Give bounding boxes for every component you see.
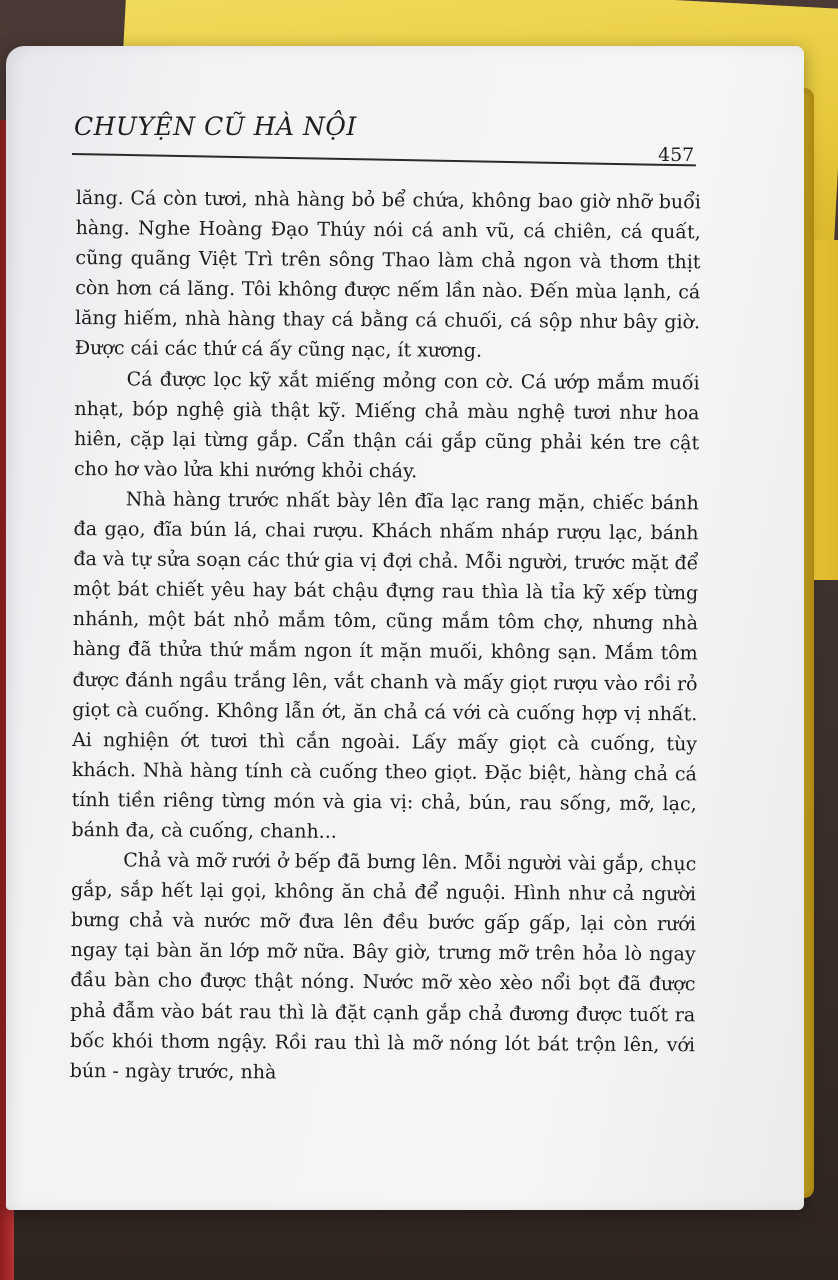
paragraph-4: Chả và mỡ rưới ở bếp đã bưng lên. Mỗi người vài gắp, chục gắp, sắp hết lại gọi, không ăn chả để nguội. Hình như cả người bưng chả và nước mỡ đưa lên đều bước gấp gấp, lại còn rưới ngay tại bàn ăn lớp mỡ nữa. Bây giờ, trưng mỡ trên hỏa lò ngay đầu bàn cho được thật nóng. Nước mỡ xèo xèo nổi bọt đã được phả đẫm vào bát rau thì là đặt cạnh gắp chả đương được tuốt ra bốc khói thơm ngậy. Rồi rau thì là mỡ nóng lót bát trộn lên, với bún - ngày trước, nhà bbox=[69, 849, 697, 1084]
header-rule bbox=[72, 153, 696, 166]
body-text bbox=[70, 183, 701, 1090]
running-title: CHUYỆN CŨ HÀ NỘI bbox=[74, 112, 357, 141]
book-page bbox=[6, 46, 804, 1210]
page-number: 457 bbox=[658, 144, 695, 166]
paragraph-2: Cá được lọc kỹ xắt miếng mỏng con cờ. Cá ướp mắm muối nhạt, bóp nghệ già thật kỹ. Miếng chả màu nghệ tươi như hoa hiên, cặp lại từng gắp. Cẩn thận cái gắp cũng phải kén tre cật cho hơ vào lửa khi nướng khỏi cháy. bbox=[73, 367, 700, 483]
paragraph-3: Nhà hàng trước nhất bày lên đĩa lạc rang mặn, chiếc bánh đa gạo, đĩa bún lá, chai rượu. Khách nhấm nháp rượu lạc, bánh đa và tự sửa soạn các thứ gia vị đợi chả. Mỗi người, trước mặt để một bát chiết yêu hay bát chậu đựng rau thìa là tỉa kỹ xếp từng nhánh, một bát nhỏ mắm tôm, cũng mắm tôm chợ, nhưng nhà hàng đã thửa thứ mắm ngon ít mặn muối, không sạn. Mắm tôm được đánh ngầu trắng lên, vắt chanh và mấy giọt rượu vào rồi rỏ giọt cà cuống. Không lẫn ớt, ăn chả cá với cà cuống hợp vị nhất. Ai nghiện ớt tươi thì cắn ngoài. Lấy mấy giọt cà cuống, tùy khách. Nhà hàng tính cà cuống theo giọt. Đặc biệt, hàng chả cá tính tiền riêng từng món và gia vị: chả, bún, rau sống, mỡ, lạc, bánh đa, cà cuống, chanh... bbox=[71, 488, 699, 843]
paragraph-1: lăng. Cá còn tươi, nhà hàng bỏ bể chứa, không bao giờ nhỡ buổi hàng. Nghe Hoàng Đạo Thúy nói cá anh vũ, cá chiên, cá quất, cũng quãng Việt Trì trên sông Thao làm chả ngon và thơm thịt còn hơn cá lăng. Tôi không được nếm lần nào. Đến mùa lạnh, cá lăng hiếm, nhà hàng thay cá bằng cá chuối, cá sộp như bây giờ. Được cái các thứ cá ấy cũng nạc, ít xương. bbox=[74, 186, 701, 363]
